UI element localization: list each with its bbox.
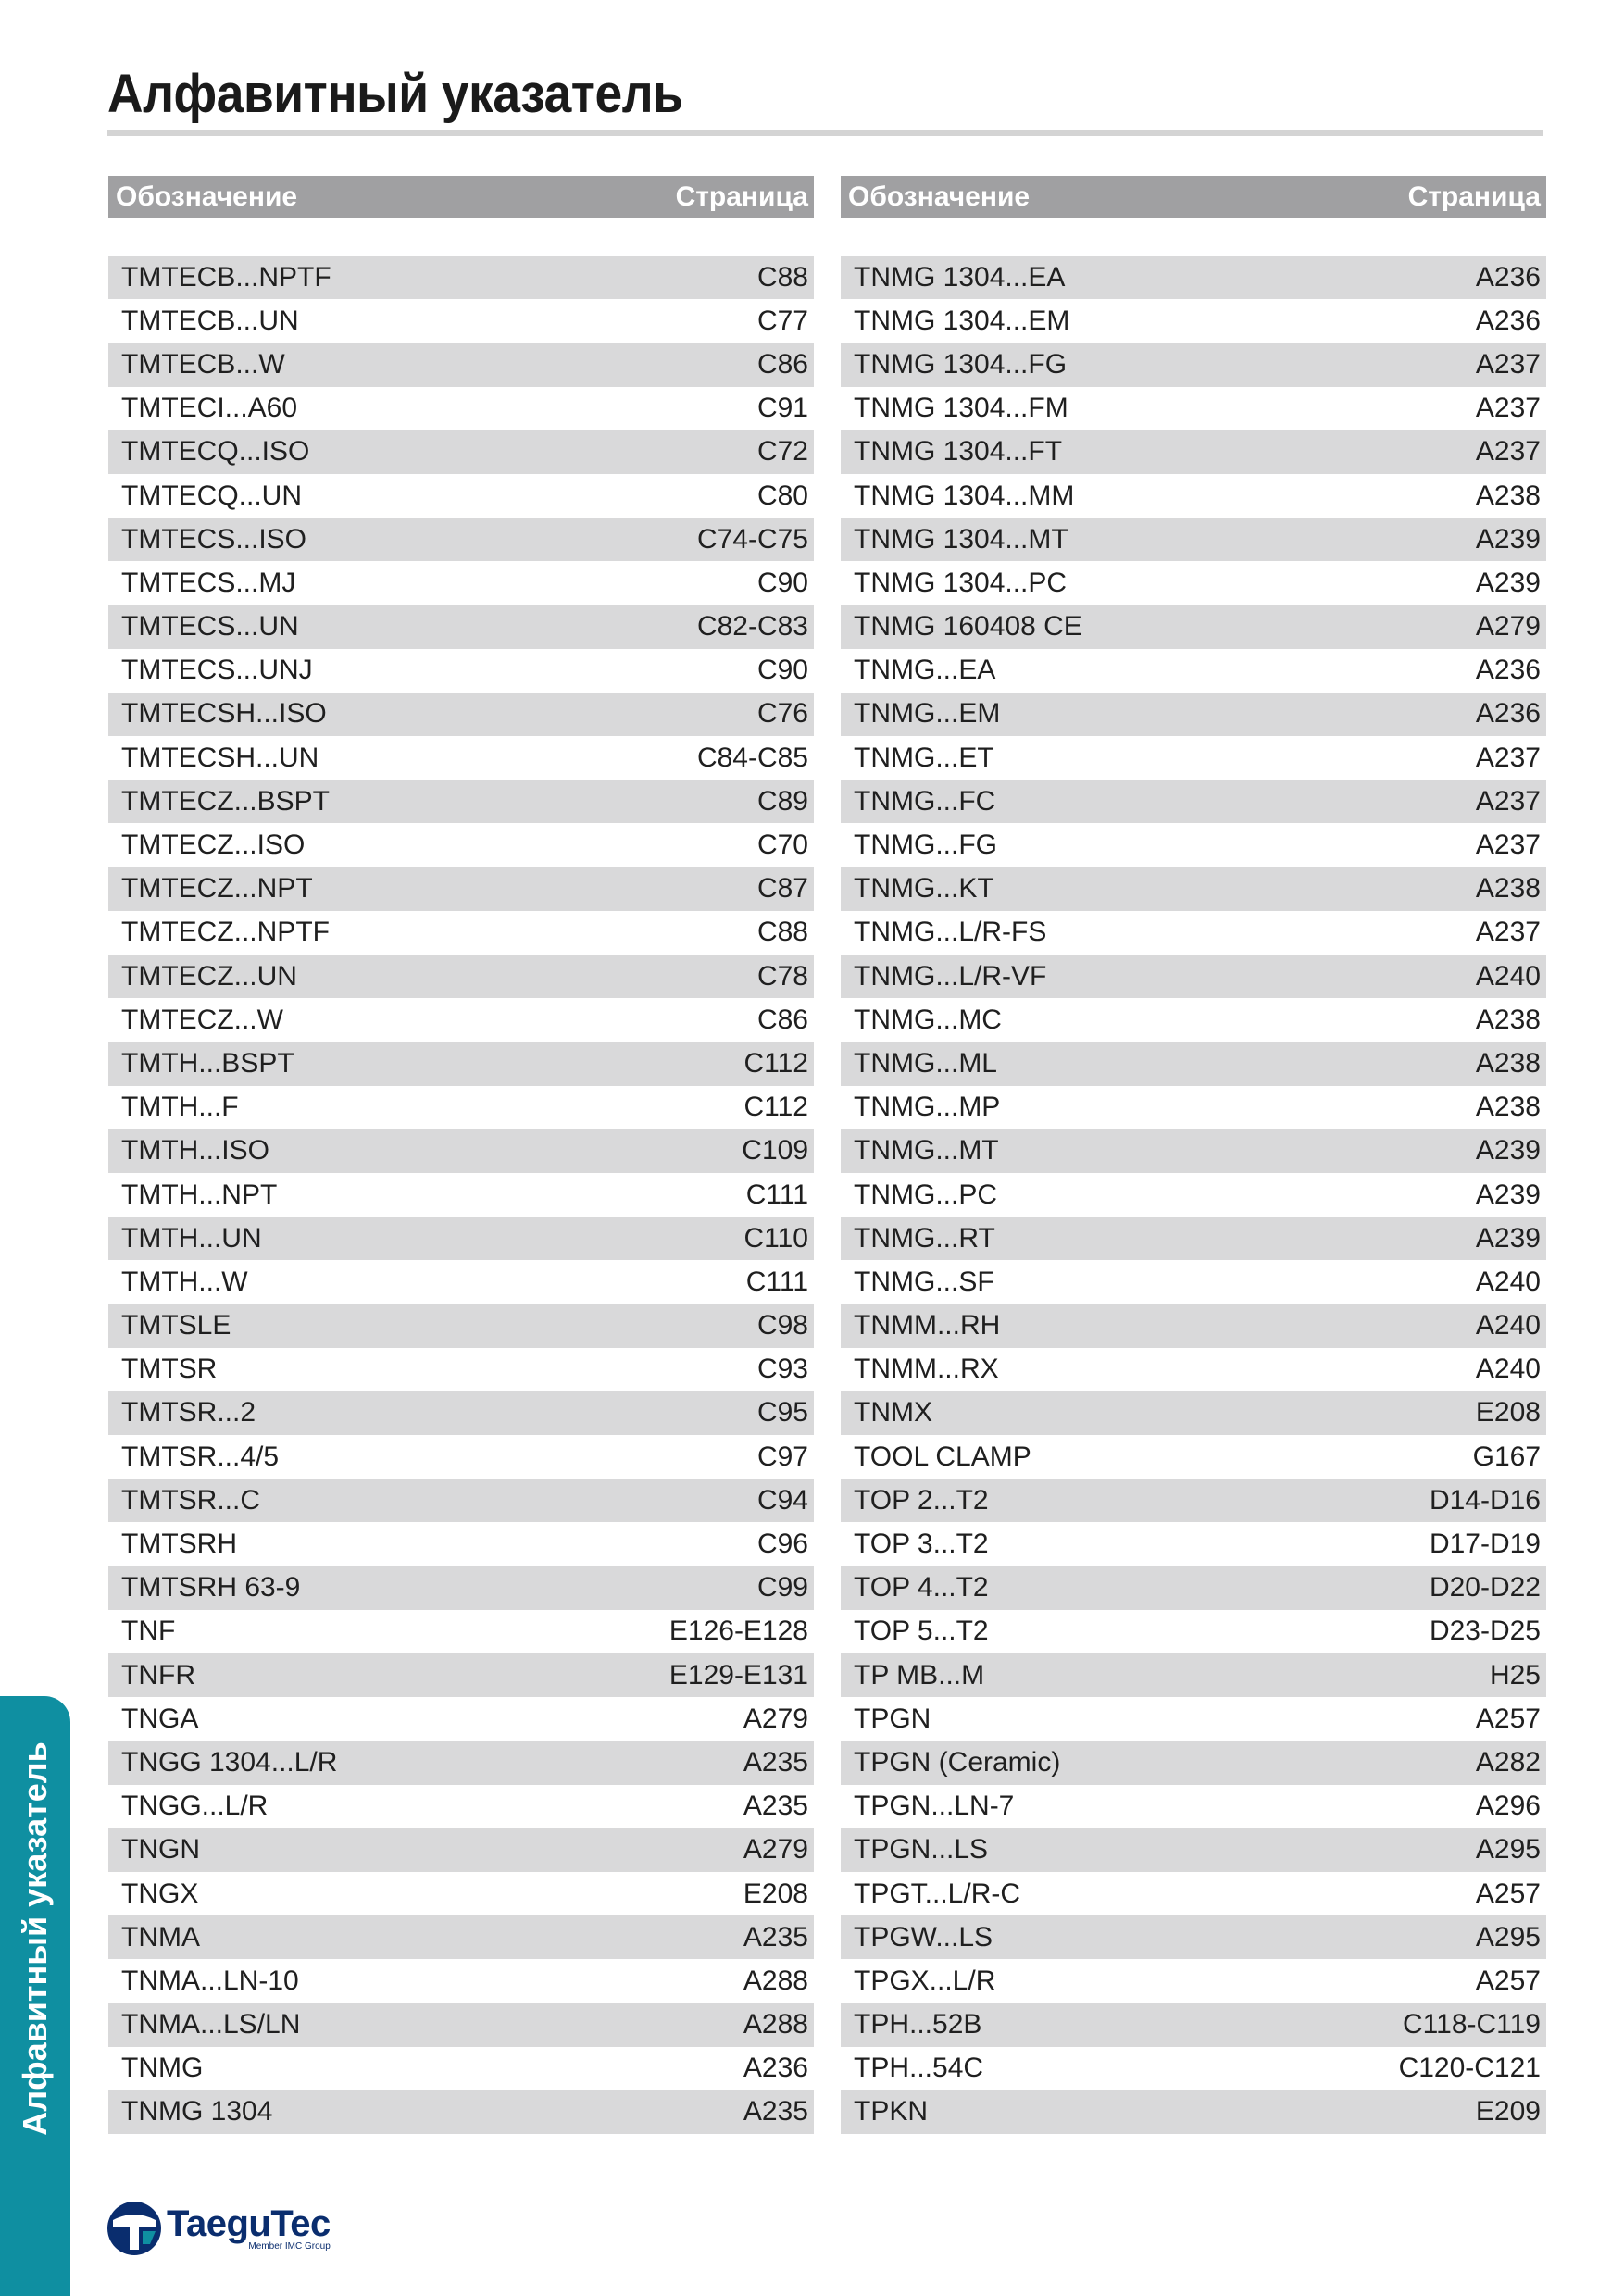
index-row <box>841 2090 1546 2134</box>
designation: TNMG...MT <box>854 1135 999 1167</box>
page-ref: C91 <box>756 393 808 424</box>
designation: TMTECSH...UN <box>121 742 319 773</box>
page-ref: C99 <box>756 1572 808 1603</box>
page-ref: D14-D16 <box>1429 1484 1541 1516</box>
section-tab-label: Алфавитный указатель <box>16 1741 54 2136</box>
designation: TNMG...FG <box>854 830 997 861</box>
page-ref: A238 <box>1475 1092 1541 1123</box>
designation: TMTSR...2 <box>121 1397 256 1429</box>
designation: TMTECI...A60 <box>121 393 298 424</box>
page-ref: C98 <box>756 1310 808 1341</box>
designation: TNMG <box>121 2053 204 2084</box>
designation: TOP 3...T2 <box>854 1529 989 1560</box>
index-row <box>841 2047 1546 2090</box>
index-row <box>108 1348 814 1391</box>
index-row <box>108 649 814 693</box>
designation: TNMG 1304...MT <box>854 523 1068 555</box>
page-ref: C86 <box>756 1004 808 1035</box>
page-ref: A239 <box>1475 1222 1541 1254</box>
index-row <box>108 1304 814 1348</box>
page-ref: C90 <box>756 567 808 598</box>
index-row <box>841 1522 1546 1566</box>
page-ref: C84-C85 <box>696 742 808 773</box>
index-row <box>841 1173 1546 1217</box>
index-row <box>108 955 814 998</box>
designation: TMTECZ...ISO <box>121 830 306 861</box>
page-ref: A279 <box>743 1834 808 1866</box>
index-row <box>108 256 814 299</box>
designation: TPGN...LN-7 <box>854 1791 1015 1822</box>
index-row <box>108 2047 814 2090</box>
designation: TMTECS...UNJ <box>121 655 313 686</box>
designation: TNGG...L/R <box>121 1791 269 1822</box>
page-ref: A237 <box>1475 436 1541 468</box>
index-row <box>841 1217 1546 1260</box>
page-ref: A240 <box>1475 960 1541 992</box>
index-row <box>841 256 1546 299</box>
page-ref: E208 <box>743 1878 808 1909</box>
page-ref: A236 <box>1475 261 1541 293</box>
index-row <box>108 1697 814 1741</box>
page-ref: C78 <box>756 960 808 992</box>
page-ref: A236 <box>1475 698 1541 730</box>
page-ref: A288 <box>743 1965 808 1996</box>
designation: TNMM...RH <box>854 1310 1001 1341</box>
designation: TMTECS...UN <box>121 611 299 643</box>
designation: TNMG...PC <box>854 1179 997 1210</box>
index-row <box>108 1915 814 1959</box>
page-ref: A239 <box>1475 523 1541 555</box>
index-row <box>108 1653 814 1697</box>
page-ref: C93 <box>756 1354 808 1385</box>
designation: TNMG 1304...FT <box>854 436 1063 468</box>
index-row <box>108 1129 814 1173</box>
index-row <box>108 518 814 561</box>
page-ref: E208 <box>1475 1397 1541 1429</box>
designation: TMTECZ...NPT <box>121 873 313 905</box>
page-ref: A295 <box>1475 1834 1541 1866</box>
index-row <box>108 1828 814 1872</box>
logo-wordmark: TaeguTec <box>167 2203 331 2244</box>
page-ref: C111 <box>745 1266 808 1297</box>
designation: TOP 2...T2 <box>854 1484 989 1516</box>
page-ref: C95 <box>756 1397 808 1429</box>
designation: TNMG...L/R-VF <box>854 960 1047 992</box>
index-row <box>108 693 814 736</box>
index-row <box>108 1042 814 1085</box>
page-ref: A239 <box>1475 1179 1541 1210</box>
header-designation: Обозначение <box>116 181 298 212</box>
index-row <box>841 693 1546 736</box>
page-ref: A240 <box>1475 1266 1541 1297</box>
index-row <box>841 1959 1546 2003</box>
page-ref: A257 <box>1475 1878 1541 1909</box>
designation: TMTSR...4/5 <box>121 1441 280 1472</box>
designation: TNMG...RT <box>854 1222 995 1254</box>
page-ref: C74-C75 <box>696 523 808 555</box>
index-row <box>841 1348 1546 1391</box>
page-ref: A237 <box>1475 393 1541 424</box>
index-row <box>108 1260 814 1304</box>
designation: TNMG 1304...PC <box>854 567 1068 598</box>
index-row <box>841 1872 1546 1915</box>
designation: TNGX <box>121 1878 199 1909</box>
page-ref: A282 <box>1475 1746 1541 1778</box>
index-row <box>841 1391 1546 1435</box>
page-ref: G167 <box>1472 1441 1541 1472</box>
index-row <box>108 1959 814 2003</box>
page-ref: C82-C83 <box>696 611 808 643</box>
designation: TNMA <box>121 1921 200 1953</box>
column-header <box>108 176 814 218</box>
index-row <box>108 1479 814 1522</box>
index-row <box>841 1260 1546 1304</box>
index-row <box>108 736 814 780</box>
page-title: Алфавитный указатель <box>107 64 683 124</box>
index-row <box>108 430 814 474</box>
page-ref: C88 <box>756 261 808 293</box>
designation: TNMG...MC <box>854 1004 1002 1035</box>
index-row <box>841 1566 1546 1610</box>
designation: TMTECB...W <box>121 348 285 380</box>
designation: TOOL CLAMP <box>854 1441 1031 1472</box>
designation: TPGT...L/R-C <box>854 1878 1021 1909</box>
index-row <box>841 867 1546 911</box>
index-row <box>841 649 1546 693</box>
designation: TMTSRH 63-9 <box>121 1572 301 1603</box>
designation: TMTH...F <box>121 1092 239 1123</box>
header-page: Страница <box>675 181 808 212</box>
page-ref: A235 <box>743 1921 808 1953</box>
section-tab <box>0 1696 70 2296</box>
index-row <box>841 1610 1546 1653</box>
index-list-left <box>108 256 814 2134</box>
index-row <box>841 780 1546 823</box>
designation: TMTECB...NPTF <box>121 261 331 293</box>
designation: TNMG 1304...EM <box>854 305 1070 336</box>
page-ref: A279 <box>1475 611 1541 643</box>
taegutec-logo-icon <box>106 2200 163 2257</box>
page-ref: C96 <box>756 1529 808 1560</box>
designation: TMTECZ...BSPT <box>121 785 330 817</box>
index-row <box>108 1173 814 1217</box>
designation: TPGN (Ceramic) <box>854 1746 1061 1778</box>
designation: TMTH...W <box>121 1266 248 1297</box>
page-ref: C90 <box>756 655 808 686</box>
designation: TPH...54C <box>854 2053 984 2084</box>
page-ref: C89 <box>756 785 808 817</box>
index-row <box>108 1785 814 1828</box>
designation: TNMG...ET <box>854 742 994 773</box>
designation: TNGA <box>121 1703 199 1734</box>
index-row <box>841 343 1546 386</box>
designation: TMTECZ...UN <box>121 960 297 992</box>
designation: TMTSRH <box>121 1529 237 1560</box>
designation: TMTECQ...ISO <box>121 436 310 468</box>
page-ref: C70 <box>756 830 808 861</box>
designation: TNMG...FC <box>854 785 996 817</box>
index-row <box>108 299 814 343</box>
index-row <box>841 1785 1546 1828</box>
index-row <box>108 1086 814 1129</box>
index-row <box>108 474 814 518</box>
designation: TPGN <box>854 1703 931 1734</box>
page-ref: D23-D25 <box>1429 1616 1541 1647</box>
index-row <box>108 1872 814 1915</box>
designation: TNMA...LN-10 <box>121 1965 299 1996</box>
index-row <box>108 1522 814 1566</box>
designation: TNMG...EA <box>854 655 996 686</box>
designation: TMTECSH...ISO <box>121 698 327 730</box>
index-row <box>108 387 814 430</box>
page-ref: A235 <box>743 1746 808 1778</box>
index-row <box>841 387 1546 430</box>
page-ref: A236 <box>1475 305 1541 336</box>
page-ref: A257 <box>1475 1703 1541 1734</box>
page-ref: D20-D22 <box>1429 1572 1541 1603</box>
index-row <box>108 2003 814 2047</box>
page-ref: A235 <box>743 2096 808 2128</box>
page-ref: A237 <box>1475 830 1541 861</box>
index-row <box>108 780 814 823</box>
header-designation: Обозначение <box>848 181 1031 212</box>
index-row <box>841 1915 1546 1959</box>
index-row <box>841 1697 1546 1741</box>
index-row <box>841 474 1546 518</box>
index-row <box>108 823 814 867</box>
designation: TOP 4...T2 <box>854 1572 989 1603</box>
page-ref: C112 <box>743 1047 808 1079</box>
index-row <box>841 823 1546 867</box>
index-row <box>841 1653 1546 1697</box>
index-row <box>841 561 1546 605</box>
index-row <box>841 955 1546 998</box>
index-row <box>108 911 814 955</box>
index-row <box>108 1610 814 1653</box>
designation: TNMX <box>854 1397 932 1429</box>
page-ref: C80 <box>756 480 808 511</box>
designation: TOP 5...T2 <box>854 1616 989 1647</box>
index-column-right <box>841 176 1546 2134</box>
page-ref: E209 <box>1475 2096 1541 2128</box>
designation: TNMG...ML <box>854 1047 997 1079</box>
designation: TNMG 1304...EA <box>854 261 1066 293</box>
designation: TMTECZ...W <box>121 1004 283 1035</box>
page-ref: A288 <box>743 2009 808 2040</box>
page-ref: C120-C121 <box>1398 2053 1541 2084</box>
designation: TNMG 1304...FM <box>854 393 1068 424</box>
index-row <box>841 998 1546 1042</box>
page-ref: A238 <box>1475 1004 1541 1035</box>
page-ref: A296 <box>1475 1791 1541 1822</box>
designation: TMTSR...C <box>121 1484 260 1516</box>
title-divider <box>107 130 1543 136</box>
page-ref: A237 <box>1475 742 1541 773</box>
page-ref: A237 <box>1475 917 1541 948</box>
logo-tagline: Member IMC Group <box>248 2241 331 2252</box>
designation: TMTH...BSPT <box>121 1047 294 1079</box>
designation: TNMG...EM <box>854 698 1001 730</box>
page-ref: C94 <box>756 1484 808 1516</box>
index-row <box>841 1304 1546 1348</box>
page-ref: A236 <box>1475 655 1541 686</box>
index-row <box>108 1217 814 1260</box>
index-row <box>108 1741 814 1784</box>
page-ref: D17-D19 <box>1429 1529 1541 1560</box>
page-ref: C72 <box>756 436 808 468</box>
index-column-left <box>108 176 814 2134</box>
designation: TNMA...LS/LN <box>121 2009 301 2040</box>
designation: TNMG 1304...FG <box>854 348 1068 380</box>
page-ref: A237 <box>1475 785 1541 817</box>
index-row <box>841 1479 1546 1522</box>
page-ref: C109 <box>742 1135 808 1167</box>
page-ref: E126-E128 <box>668 1616 808 1647</box>
index-row <box>108 1391 814 1435</box>
index-row <box>841 1828 1546 1872</box>
index-row <box>841 1741 1546 1784</box>
designation: TNGN <box>121 1834 200 1866</box>
designation: TNMG...MP <box>854 1092 1001 1123</box>
index-row <box>841 1435 1546 1479</box>
designation: TNMG...L/R-FS <box>854 917 1047 948</box>
designation: TNMG...KT <box>854 873 994 905</box>
index-row <box>108 343 814 386</box>
page-ref: C110 <box>743 1222 808 1254</box>
page-ref: A235 <box>743 1791 808 1822</box>
page-ref: A239 <box>1475 567 1541 598</box>
designation: TNMM...RX <box>854 1354 999 1385</box>
designation: TMTECS...ISO <box>121 523 307 555</box>
page-ref: A295 <box>1475 1921 1541 1953</box>
index-row <box>841 1086 1546 1129</box>
page-ref: A239 <box>1475 1135 1541 1167</box>
page-ref: A237 <box>1475 348 1541 380</box>
designation: TMTECZ...NPTF <box>121 917 330 948</box>
column-header <box>841 176 1546 218</box>
index-row <box>108 561 814 605</box>
designation: TMTECS...MJ <box>121 567 296 598</box>
page-ref: C76 <box>756 698 808 730</box>
page-ref: A257 <box>1475 1965 1541 1996</box>
page-ref: A236 <box>743 2053 808 2084</box>
designation: TNGG 1304...L/R <box>121 1746 338 1778</box>
page-ref: A279 <box>743 1703 808 1734</box>
index-row <box>841 299 1546 343</box>
page-ref: C97 <box>756 1441 808 1472</box>
page-ref: A240 <box>1475 1354 1541 1385</box>
page-ref: E129-E131 <box>668 1659 808 1691</box>
index-row <box>841 430 1546 474</box>
page-ref: A238 <box>1475 480 1541 511</box>
page-ref: C88 <box>756 917 808 948</box>
index-row <box>108 2090 814 2134</box>
designation: TMTECB...UN <box>121 305 299 336</box>
page-ref: H25 <box>1489 1659 1541 1691</box>
designation: TMTH...NPT <box>121 1179 278 1210</box>
designation: TNMG 1304 <box>121 2096 273 2128</box>
index-row <box>108 1435 814 1479</box>
index-row <box>841 605 1546 649</box>
designation: TMTECQ...UN <box>121 480 302 511</box>
index-row <box>841 518 1546 561</box>
designation: TMTH...UN <box>121 1222 262 1254</box>
index-row <box>108 605 814 649</box>
index-row <box>841 1129 1546 1173</box>
index-row <box>841 736 1546 780</box>
page-ref: A238 <box>1475 873 1541 905</box>
designation: TPGN...LS <box>854 1834 989 1866</box>
page-ref: A240 <box>1475 1310 1541 1341</box>
index-row <box>108 998 814 1042</box>
designation: TPGW...LS <box>854 1921 993 1953</box>
designation: TPH...52B <box>854 2009 982 2040</box>
designation: TMTH...ISO <box>121 1135 269 1167</box>
designation: TPKN <box>854 2096 929 2128</box>
brand-logo <box>106 2200 331 2257</box>
designation: TPGX...L/R <box>854 1965 996 1996</box>
index-list-right <box>841 256 1546 2134</box>
designation: TMTSR <box>121 1354 218 1385</box>
designation: TNFR <box>121 1659 195 1691</box>
page-ref: C87 <box>756 873 808 905</box>
designation: TNMG...SF <box>854 1266 994 1297</box>
header-page: Страница <box>1407 181 1541 212</box>
page-ref: C86 <box>756 348 808 380</box>
page-ref: A238 <box>1475 1047 1541 1079</box>
page-ref: C112 <box>743 1092 808 1123</box>
designation: TNF <box>121 1616 176 1647</box>
index-row <box>841 911 1546 955</box>
index-row <box>841 1042 1546 1085</box>
page-ref: C118-C119 <box>1403 2009 1541 2040</box>
page-ref: C77 <box>756 305 808 336</box>
designation: TP MB...M <box>854 1659 985 1691</box>
designation: TMTSLE <box>121 1310 231 1341</box>
designation: TNMG 160408 CE <box>854 611 1082 643</box>
page-ref: C111 <box>745 1179 808 1210</box>
index-row <box>841 2003 1546 2047</box>
designation: TNMG 1304...MM <box>854 480 1075 511</box>
index-row <box>108 1566 814 1610</box>
index-row <box>108 867 814 911</box>
